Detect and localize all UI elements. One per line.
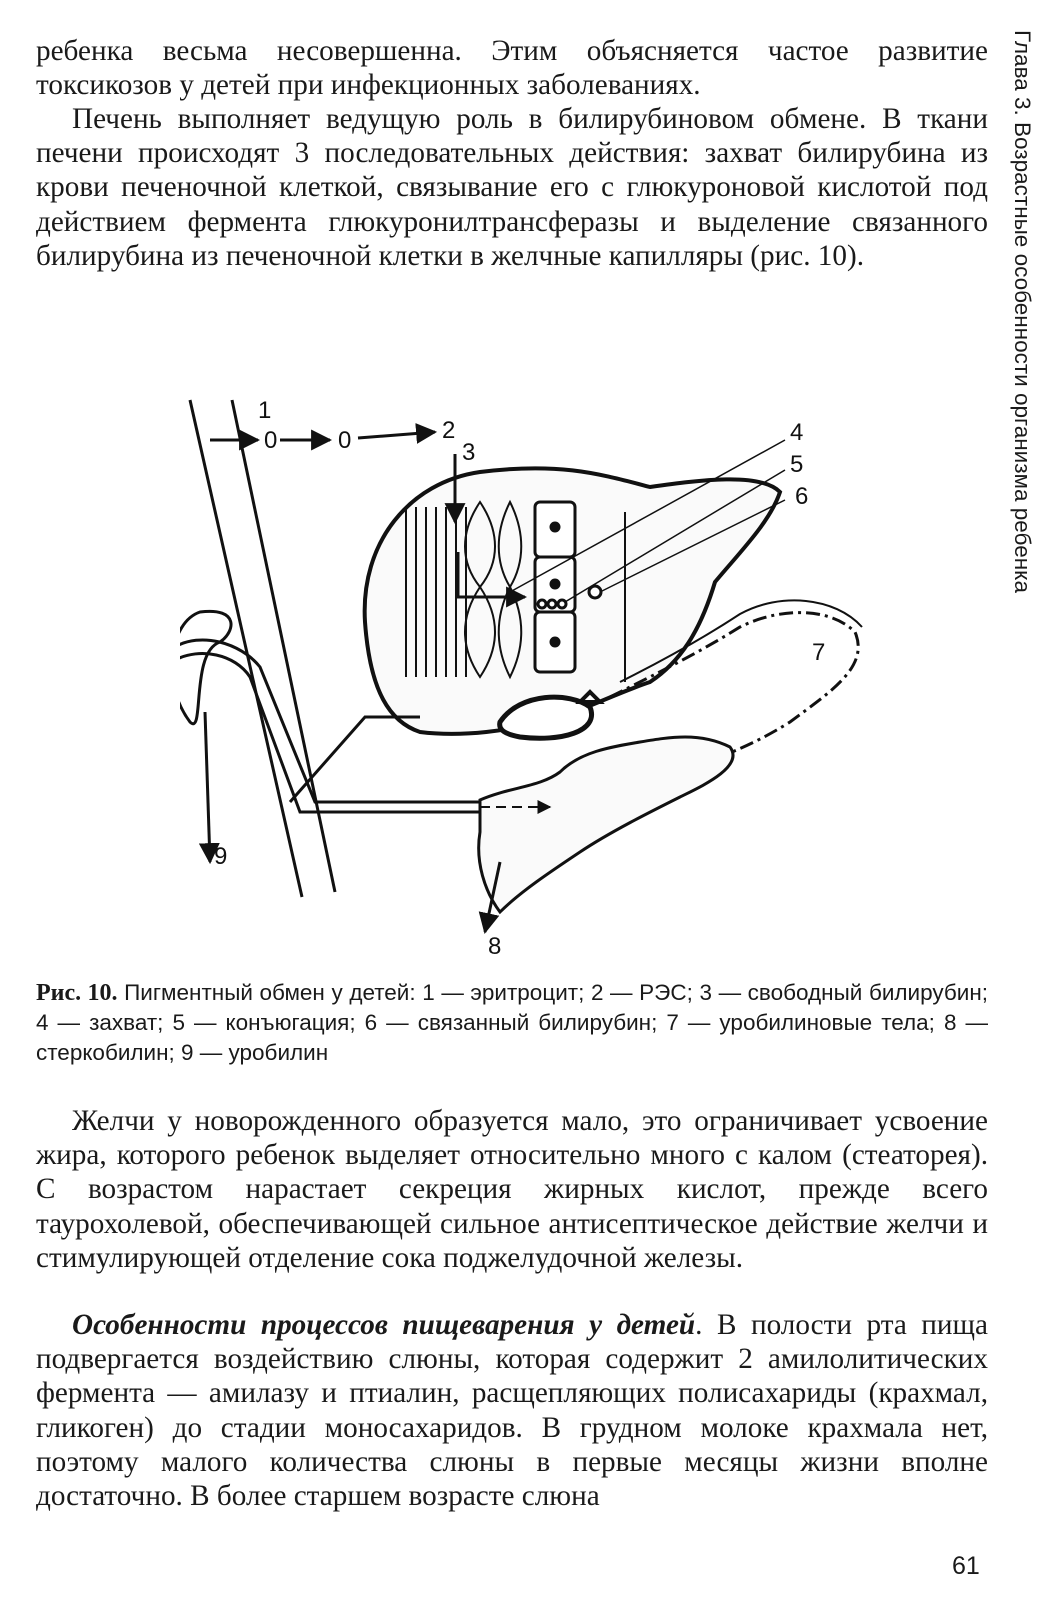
erythrocyte-flow [210, 432, 435, 440]
label-4-capture: 4 [790, 419, 804, 446]
label-9-urobilin: 9 [214, 843, 228, 870]
paragraph-4 [36, 1308, 988, 1513]
paragraph-1-text: ребенка весьма несовершенна. Этим объясняется частое развитие токсикозов у детей при инфекционных заболеваниях. [36, 35, 988, 102]
paragraph-4-text: . В полости рта пища подвергается воздействию слюны, которая содержит 2 амилолитических фермента — амилазу и птиалин, расщепляющих полисахариды (крахмал, гликоген) до стадии моносахаридов. В грудном молоке крахмала нет, поэтому малого количества слюны в первые месяцы жизни вполне достаточно. В более старшем возрасте слюна [36, 1309, 988, 1513]
paragraph-2 [36, 102, 988, 273]
erythrocyte-symbol-1: 0 [264, 427, 278, 454]
intestine [479, 737, 733, 912]
label-6-bound-bilirubin: 6 [795, 483, 809, 510]
label-5-conjugation: 5 [790, 451, 804, 478]
erythrocyte-symbol-2: 0 [338, 427, 352, 454]
figure-caption [36, 978, 988, 1068]
paragraph-3 [36, 1104, 988, 1275]
figure-10-diagram [180, 392, 880, 962]
label-3-free-bilirubin: 3 [462, 439, 476, 466]
running-header [1005, 30, 1039, 700]
page-number: 61 [952, 1552, 980, 1580]
running-header-text: Глава 3. Возрастные особенности организма ребенка [1010, 30, 1035, 593]
paragraph-2-text: Печень выполняет ведущую роль в билирубиновом обмене. В ткани печени происходят 3 последовательных действия: захват билирубина из крови печеночной клеткой, связывание его с глюкуроновой кислотой под действием фермента глюкуронилтрансферазы и выделение связанного билирубина из печеночной клетки в желчные капилляры (рис. 10). [36, 103, 988, 272]
paragraph-3-text: Желчи у новорожденного образуется мало, это ограничивает усвоение жира, которого ребенок выделяет относительно много с калом (стеаторея). С возрастом нарастает секреция жирных кислот, прежде всего таурохолевой, обеспечивающей сильное антисептическое действие желчи и стимулирующей отделение сока поджелудочной железы. [36, 1105, 988, 1274]
paragraph-1 [36, 34, 988, 102]
label-7-urobilin-bodies: 7 [812, 639, 826, 666]
caption-text: Пигментный обмен у детей: 1 — эритроцит; 2 — РЭС; 3 — свободный билирубин; 4 — захват; 5 — конъюгация; 6 — связанный билирубин; 7 — уробилиновые тела; 8 — стеркобилин; 9 — уробилин [36, 980, 988, 1065]
pigment-metabolism-diagram [180, 392, 880, 962]
caption-title: Рис. 10. [36, 980, 118, 1006]
kidney [180, 611, 231, 723]
label-1-erythrocyte: 1 [258, 397, 272, 424]
label-8-stercobilin: 8 [488, 933, 502, 960]
section-heading-inline: Особенности процессов пищеварения у детей [72, 1309, 696, 1341]
label-2-res: 2 [442, 417, 456, 444]
